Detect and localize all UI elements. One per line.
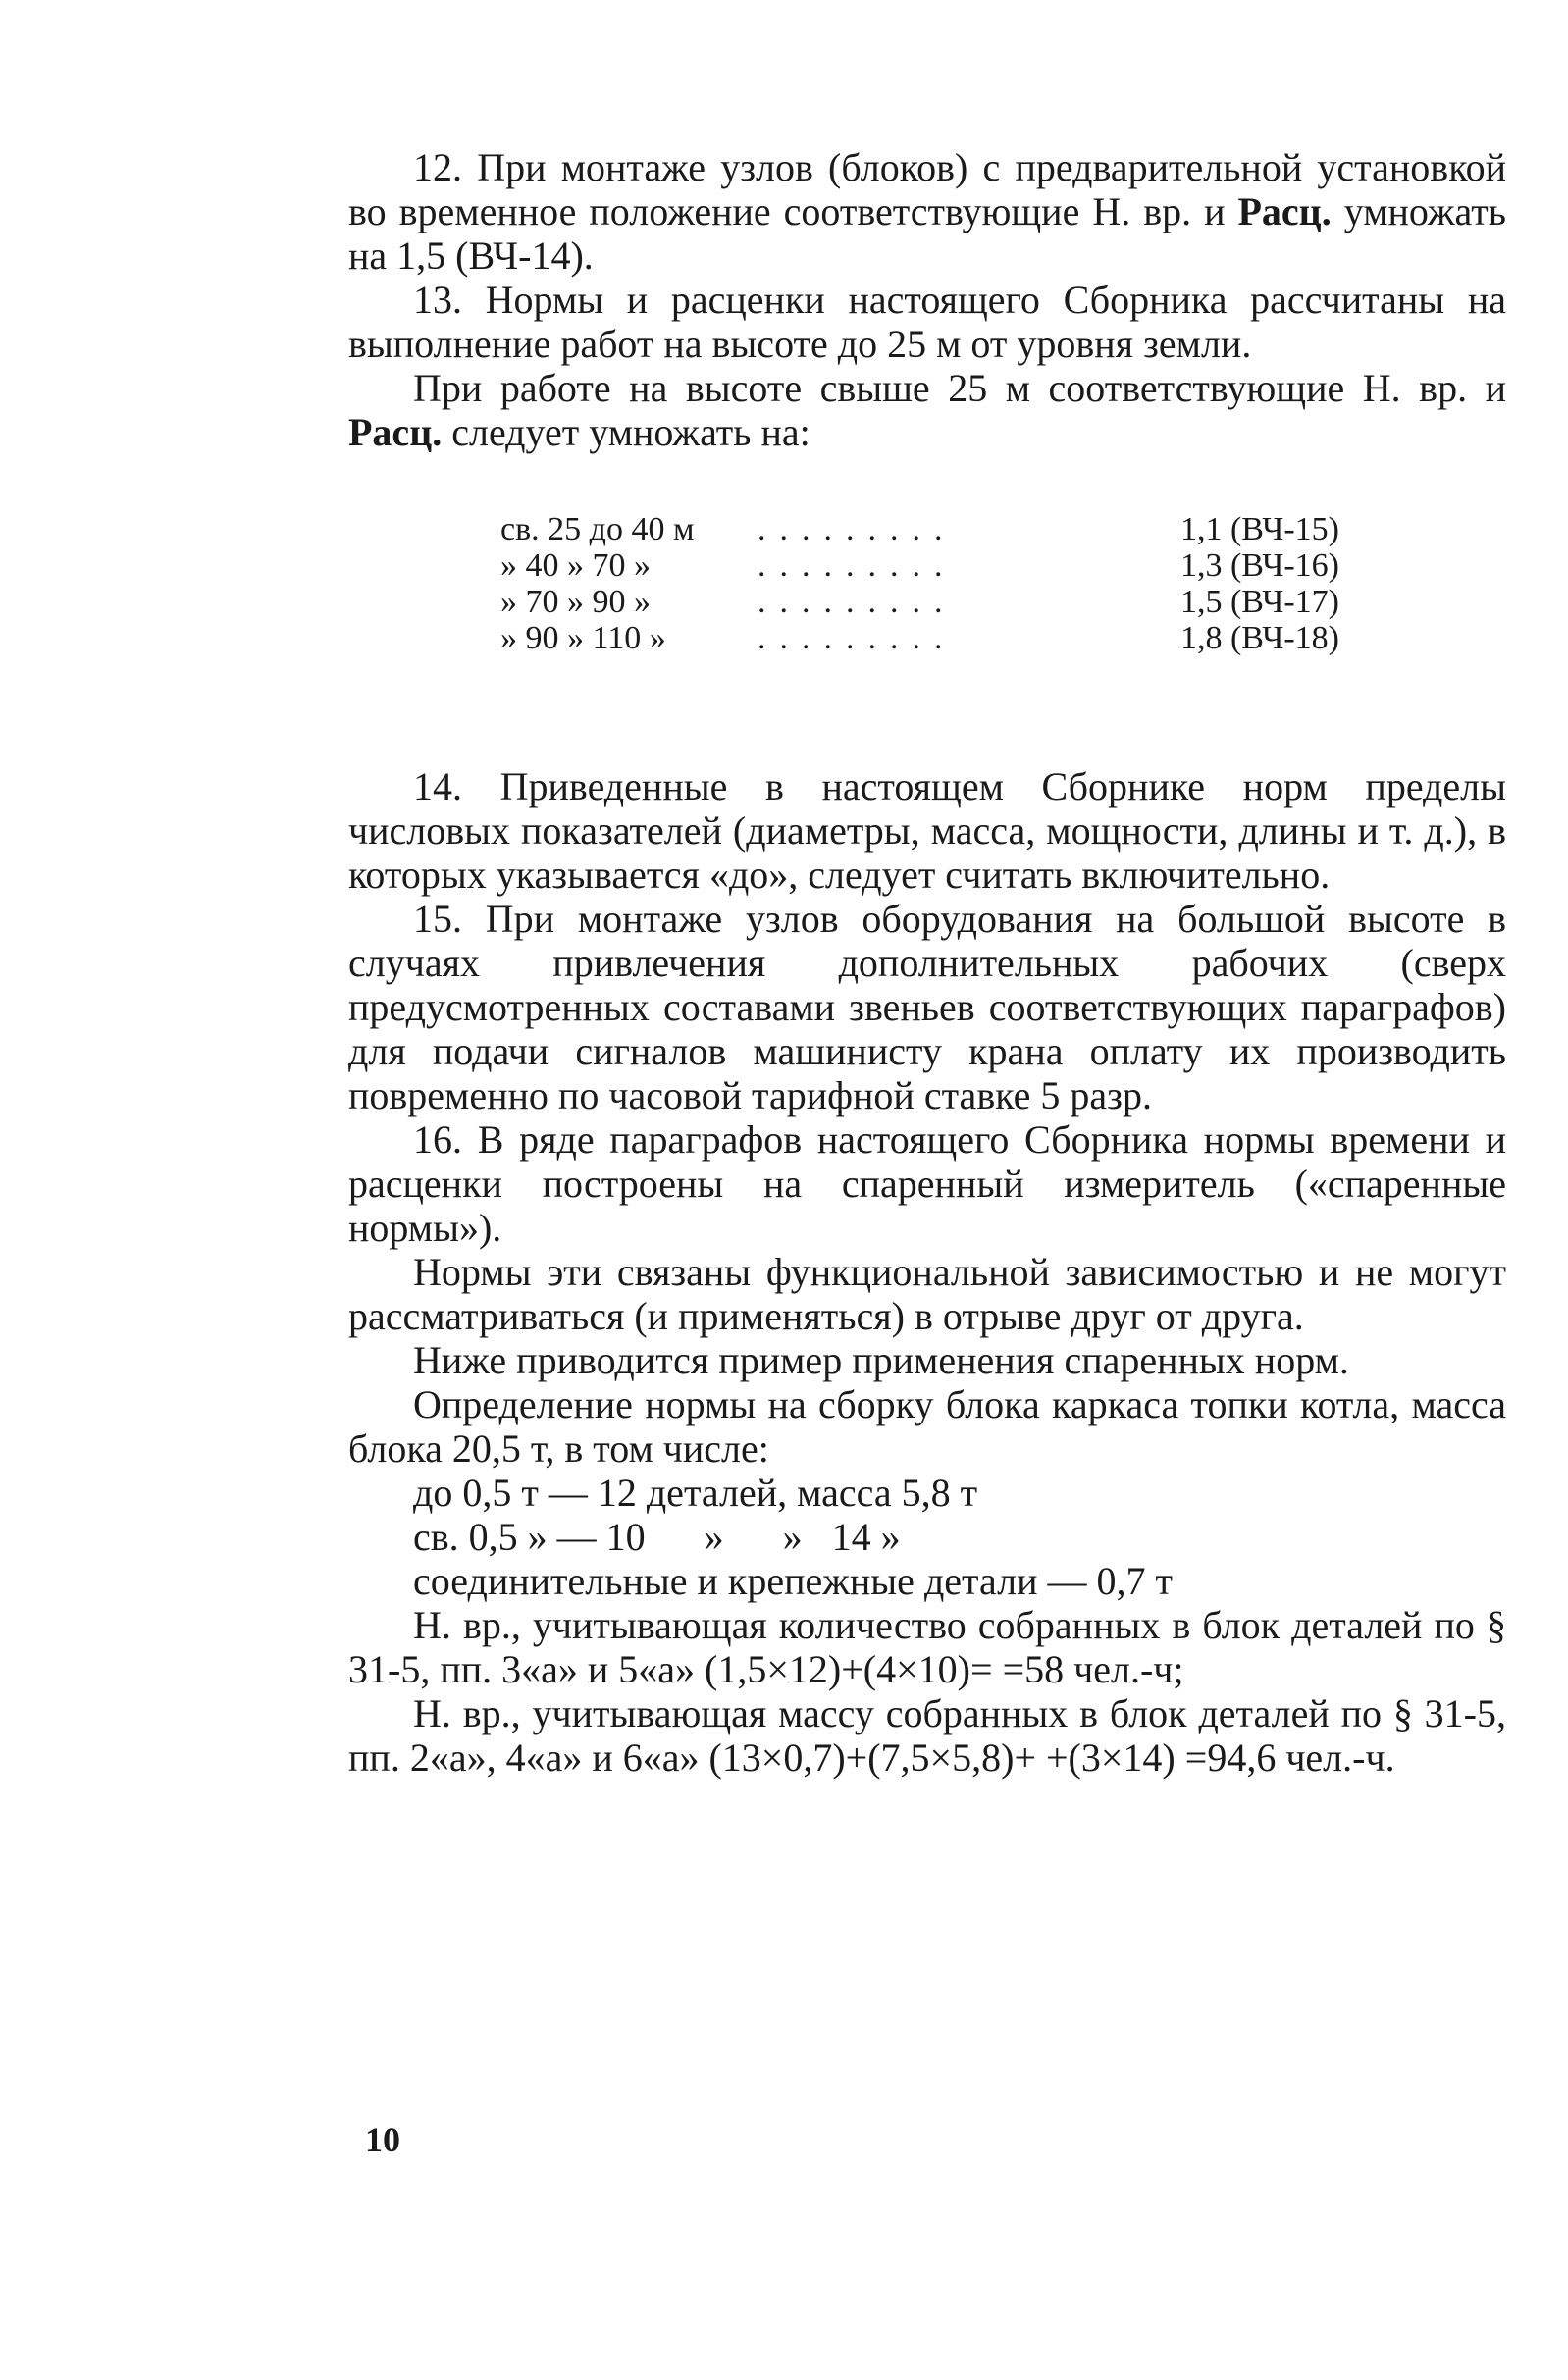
paragraph-height-multiplier: При работе на высоте свыше 25 м соответствующие Н. вр. и Расц. следует умножать на: [348, 366, 1506, 454]
paragraph-norm-by-mass: Н. вр., учитывающая массу собранных в блок деталей по § 31-5, пп. 2«а», 4«а» и 6«а» (13×0,7)+(7,5×5,8)+ +(3×14) =94,6 чел.-ч. [348, 1691, 1506, 1780]
paragraph-norm-by-count: Н. вр., учитывающая количество собранных в блок деталей по § 31-5, пп. 3«а» и 5«а» (1,5×12)+(4×10)= =58 чел.-ч; [348, 1603, 1506, 1691]
table-row [500, 547, 1339, 584]
paragraph-12: 12. При монтаже узлов (блоков) с предварительной установкой во временное положение соответствующие Н. вр. и Расц. умножать на 1,5 (ВЧ-14). [348, 145, 1506, 278]
table-row [500, 511, 1339, 547]
paragraph-16: 16. В ряде параграфов настоящего Сборника нормы времени и расценки построены на спаренный измеритель («спаренные нормы»). [348, 1117, 1506, 1250]
row-value: 1,5 (ВЧ-17) [1179, 584, 1339, 620]
body-section [348, 764, 1506, 1780]
page-number: 10 [365, 2120, 400, 2159]
leader-dots: ......... [758, 511, 957, 547]
table-row [500, 584, 1339, 620]
table-row [500, 620, 1339, 656]
paragraph-14: 14. Приведенные в настоящем Сборнике норм пределы числовых показателей (диаметры, масса, мощности, длины и т. д.), в которых указывается «до», следует считать включительно. [348, 764, 1506, 897]
paragraph-example-intro: Ниже приводится пример применения спаренных норм. [413, 1338, 1349, 1382]
row-label: » 90 » 110 » [500, 620, 666, 656]
height-coefficient-table [500, 511, 1339, 656]
calc-line: соединительные и крепежные детали — 0,7 т [413, 1559, 1173, 1603]
row-label: » 70 » 90 » [500, 584, 651, 620]
row-label: св. 25 до 40 м [500, 511, 695, 547]
paragraph-15: 15. При монтаже узлов оборудования на большой высоте в случаях привлечения дополнительных рабочих (сверх предусмотренных составами звеньев соответствующих параграфов) для подачи сигналов машинисту крана оплату их производить повременно по часовой тарифной ставке 5 разр. [348, 897, 1506, 1117]
leader-dots: ......... [758, 584, 957, 620]
paragraph-norms-linked: Нормы эти связаны функциональной зависимостью и не могут рассматриваться (и применяться) в отрыве друг от друга. [348, 1250, 1506, 1338]
leader-dots: ......... [758, 547, 957, 584]
paragraph-13: 13. Нормы и расценки настоящего Сборника рассчитаны на выполнение работ на высоте до 25 м от уровня земли. [348, 278, 1506, 366]
document-page [348, 145, 1506, 1780]
calc-line: св. 0,5 » — 10 » » 14 » [413, 1515, 901, 1559]
row-label: » 40 » 70 » [500, 547, 651, 584]
row-value: 1,3 (ВЧ-16) [1179, 547, 1339, 584]
row-value: 1,8 (ВЧ-18) [1179, 620, 1339, 656]
leader-dots: ......... [758, 620, 957, 656]
paragraph-definition: Определение нормы на сборку блока каркаса топки котла, масса блока 20,5 т, в том числе: [348, 1382, 1506, 1471]
row-value: 1,1 (ВЧ-15) [1179, 511, 1339, 547]
calc-line: до 0,5 т — 12 деталей, масса 5,8 т [413, 1471, 978, 1515]
